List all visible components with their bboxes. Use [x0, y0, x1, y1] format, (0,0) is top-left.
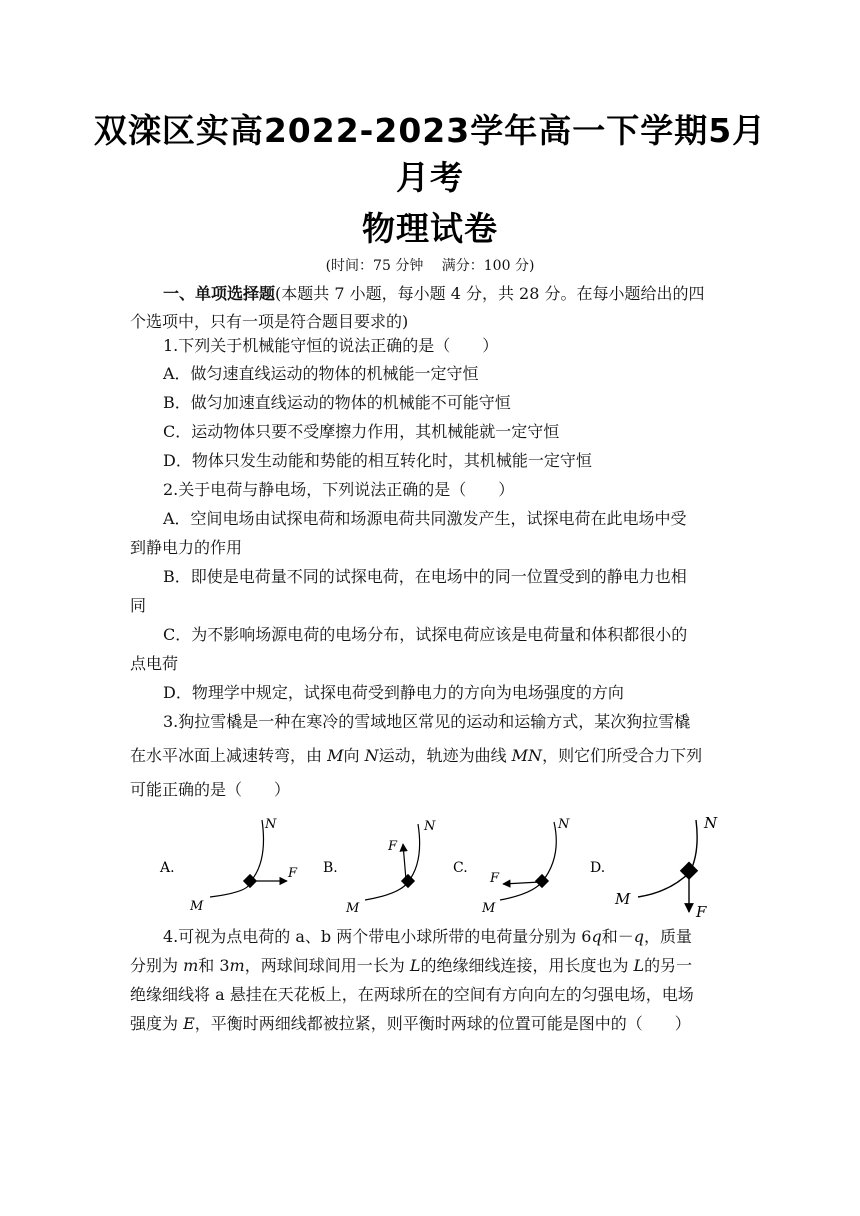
q2-option-c-line2: 点电荷 [130, 654, 179, 673]
force-arrow [503, 882, 540, 884]
q1-option-b: B．做匀加速直线运动的物体的机械能不可能守恒 [163, 393, 511, 412]
exam-title-line1: 双滦区实高2022-2023学年高一下学期5月 [93, 111, 767, 150]
q3-var-mn: MN [511, 746, 543, 765]
q4-text: 和 3 [198, 956, 230, 975]
label-f: F [388, 839, 398, 854]
section1-instructions-b: 个选项中，只有一项是符合题目要求的) [130, 312, 409, 331]
q4-line1 [163, 927, 763, 947]
label-f: F [696, 903, 707, 921]
q1-option-d: D．物体只发生动能和势能的相互转化时，其机械能一定守恒 [163, 451, 592, 470]
q3-text: 在水平冰面上减速转弯，由 [130, 746, 328, 765]
label-n: N [265, 817, 277, 832]
q4-line2 [130, 956, 730, 976]
section1-instructions [163, 284, 763, 304]
exam-title-line2: 月考 [396, 158, 464, 197]
label-f: F [490, 871, 500, 886]
q3-option-a-label: A. [160, 860, 175, 876]
label-n: N [704, 814, 718, 832]
sled-marker [401, 874, 415, 888]
trajectory-curve [500, 822, 556, 900]
section1-heading: 一、单项选择题 [163, 284, 276, 303]
q4-line3: 绝缘细线将 a 悬挂在天花板上，在两球所在的空间有方向向左的匀强电场，电场 [130, 985, 694, 1004]
force-arrow [403, 844, 406, 880]
q4-text: ，质量 [644, 927, 693, 946]
q3-text: 向 [343, 746, 365, 765]
q1-option-a: A．做匀速直线运动的物体的机械能一定守恒 [163, 364, 479, 383]
q4-var-e: E [183, 1014, 195, 1033]
q3-options-figure [150, 812, 750, 922]
q2-option-d: D．物理学中规定，试探电荷受到静电力的方向为电场强度的方向 [163, 683, 624, 702]
trajectory-curve [365, 824, 420, 900]
q3-option-d-diagram [590, 814, 718, 921]
label-m: M [190, 899, 204, 914]
q4-text: 的另一 [644, 956, 693, 975]
q3-option-c-diagram [453, 817, 570, 916]
section1-instructions-a: (本题共 7 小题，每小题 4 分，共 28 分。在每小题给出的四 [275, 284, 705, 303]
q3-var-m: M [327, 746, 344, 765]
q4-text: 4.可视为点电荷的 a、b 两个带电小球所带的电荷量分别为 6 [163, 927, 592, 946]
q4-var-m: m [183, 956, 199, 975]
q4-text: 的绝缘细线连接，用长度也为 [420, 956, 634, 975]
q4-var-q: q [591, 927, 602, 946]
q2-option-b-line1: B．即使是电荷量不同的试探电荷，在电场中的同一位置受到的静电力也相 [163, 567, 687, 586]
q3-text: 运动，轨迹为曲线 [378, 746, 512, 765]
q3-option-d-label: D. [590, 860, 606, 876]
label-m: M [346, 901, 360, 916]
q4-line4 [130, 1014, 730, 1034]
q4-text: ，平衡时两细线都被拉紧，则平衡时两球的位置可能是图中的（ ） [194, 1014, 691, 1033]
q4-var-m: m [229, 956, 245, 975]
q3-line2 [130, 746, 730, 766]
q2-option-a-line1: A．空间电场由试探电荷和场源电荷共同激发产生，试探电荷在此电场中受 [163, 509, 687, 528]
q4-var-l: L [409, 956, 421, 975]
trajectory-curve [638, 820, 697, 897]
trajectory-curve [210, 820, 264, 897]
q3-line3: 可能正确的是（ ） [130, 780, 291, 799]
q3-var-n: N [364, 746, 379, 765]
exam-subject-title: 物理试卷 [362, 209, 498, 248]
q4-text: 和－ [601, 927, 634, 946]
q2-stem: 2.关于电荷与静电场，下列说法正确的是（ ） [163, 480, 515, 499]
label-m: M [482, 901, 496, 916]
q3-option-a-diagram [159, 817, 298, 914]
q3-line1: 3.狗拉雪橇是一种在寒冷的雪域地区常见的运动和运输方式，某次狗拉雪橇 [163, 712, 691, 731]
q2-option-c-line1: C．为不影响场源电荷的电场分布，试探电荷应该是电荷量和体积都很小的 [163, 625, 688, 644]
q4-var-q: q [633, 927, 645, 946]
q3-option-b-label: B. [323, 860, 338, 876]
q3-text: ，则它们所受合力下列 [542, 746, 703, 765]
exam-info: (时间：75 分钟 满分：100 分) [325, 258, 535, 274]
q4-text: ，两球间球间用一长为 [244, 956, 410, 975]
q1-option-c: C．运动物体只要不受摩擦力作用，其机械能就一定守恒 [163, 422, 560, 441]
q1-stem: 1.下列关于机械能守恒的说法正确的是（ ） [163, 336, 499, 355]
label-n: N [424, 819, 436, 834]
q2-option-a-line2: 到静电力的作用 [130, 538, 243, 557]
q3-option-b-diagram [323, 819, 436, 916]
q4-text: 强度为 [130, 1014, 184, 1033]
q3-option-c-label: C. [453, 860, 468, 876]
q4-text: 分别为 [130, 956, 184, 975]
label-m: M [615, 890, 631, 908]
label-f: F [288, 866, 298, 881]
label-n: N [558, 817, 570, 832]
q2-option-b-line2: 同 [130, 596, 147, 615]
q4-var-l: L [633, 956, 645, 975]
